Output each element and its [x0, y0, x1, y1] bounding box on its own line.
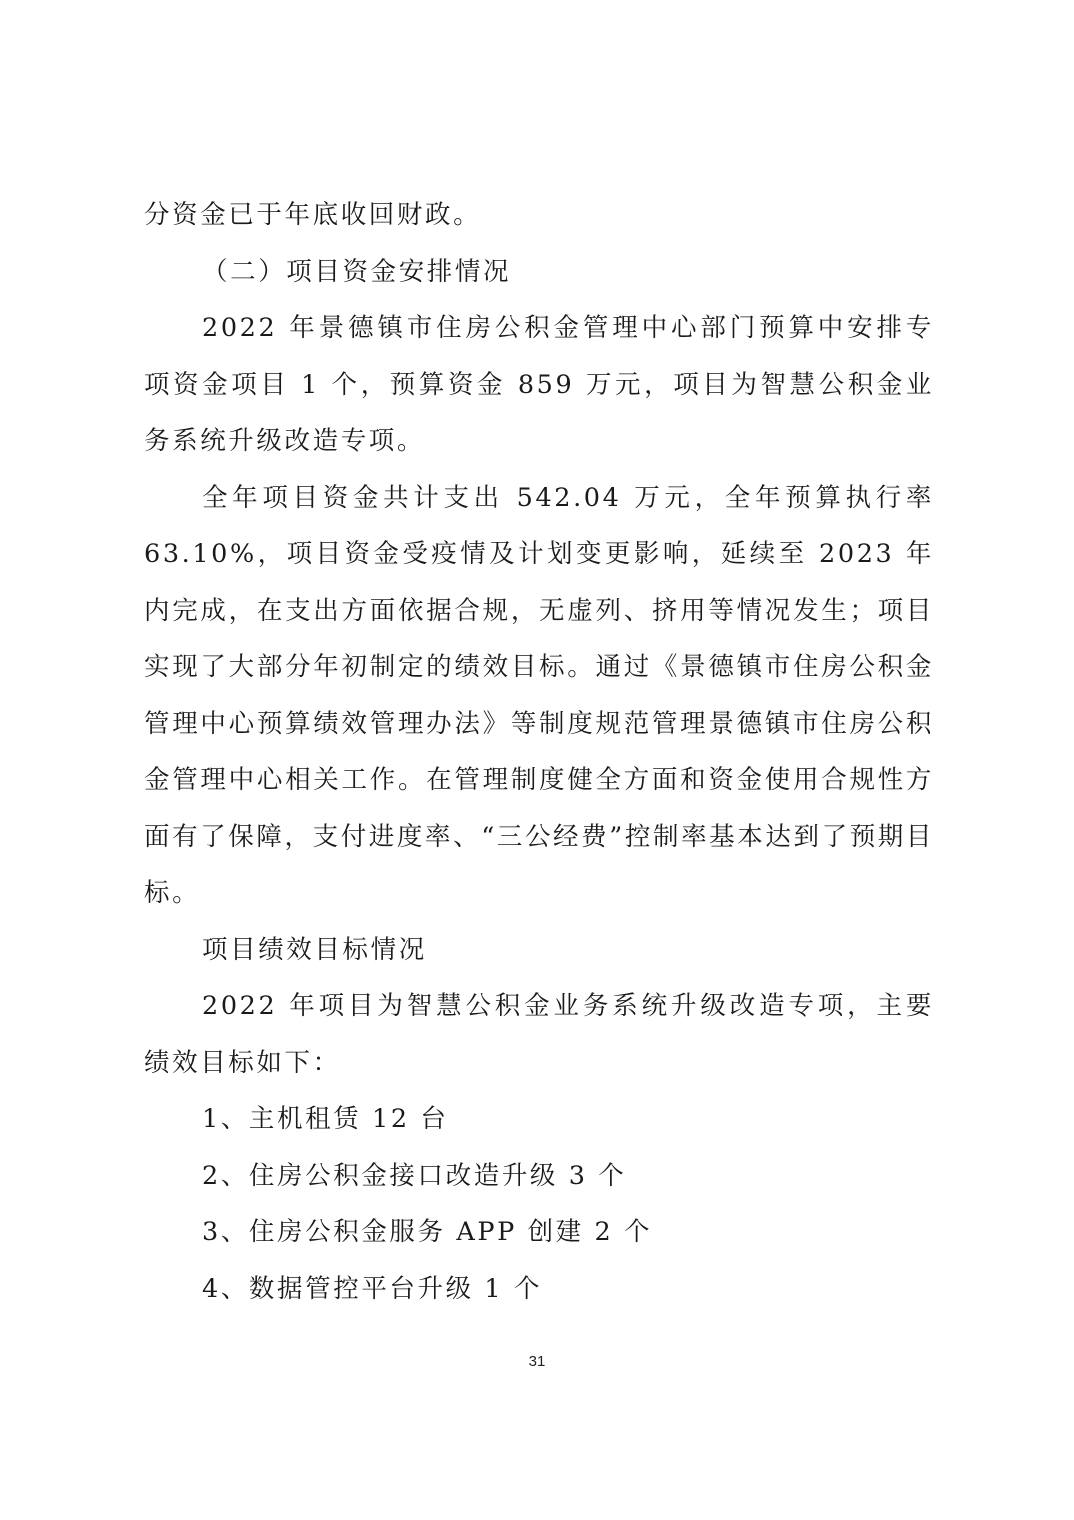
paragraph-budget-overview: 2022 年景德镇市住房公积金管理中心部门预算中安排专项资金项目 1 个，预算资金 859 万元，项目为智慧公积金业务系统升级改造专项。: [144, 313, 934, 456]
paragraph-goals-intro: 2022 年项目为智慧公积金业务系统升级改造专项，主要绩效目标如下：: [144, 991, 934, 1078]
page-number: 31: [528, 1353, 546, 1370]
document-body: [144, 187, 934, 1317]
list-item: 3、住房公积金服务 APP 创建 2 个: [202, 1217, 653, 1247]
section-heading-performance-goals: 项目绩效目标情况: [202, 934, 427, 965]
section-heading-funding-arrangement: （二）项目资金安排情况: [202, 256, 512, 287]
paragraph-expenditure-summary: 全年项目资金共计支出 542.04 万元，全年预算执行率 63.10%，项目资金受疫情及计划变更影响，延续至 2023 年内完成，在支出方面依据合规，无虚列、挤用等情况发生；项目实现了大部分年初制定的绩效目标。通过《景德镇市住房公积金管理中心预算绩效管理办法》等制度规范管理景德镇市住房公积金管理中心相关工作。在管理制度健全方面和资金使用合规性方面有了保障，支付进度率、“三公经费”控制率基本达到了预期目标。: [144, 482, 934, 908]
list-item: 2、住房公积金接口改造升级 3 个: [202, 1160, 627, 1191]
list-item: 1、主机租赁 12 台: [202, 1104, 449, 1134]
paragraph-continuation: 分资金已于年底收回财政。: [144, 200, 482, 230]
list-item: 4、数据管控平台升级 1 个: [202, 1273, 543, 1304]
